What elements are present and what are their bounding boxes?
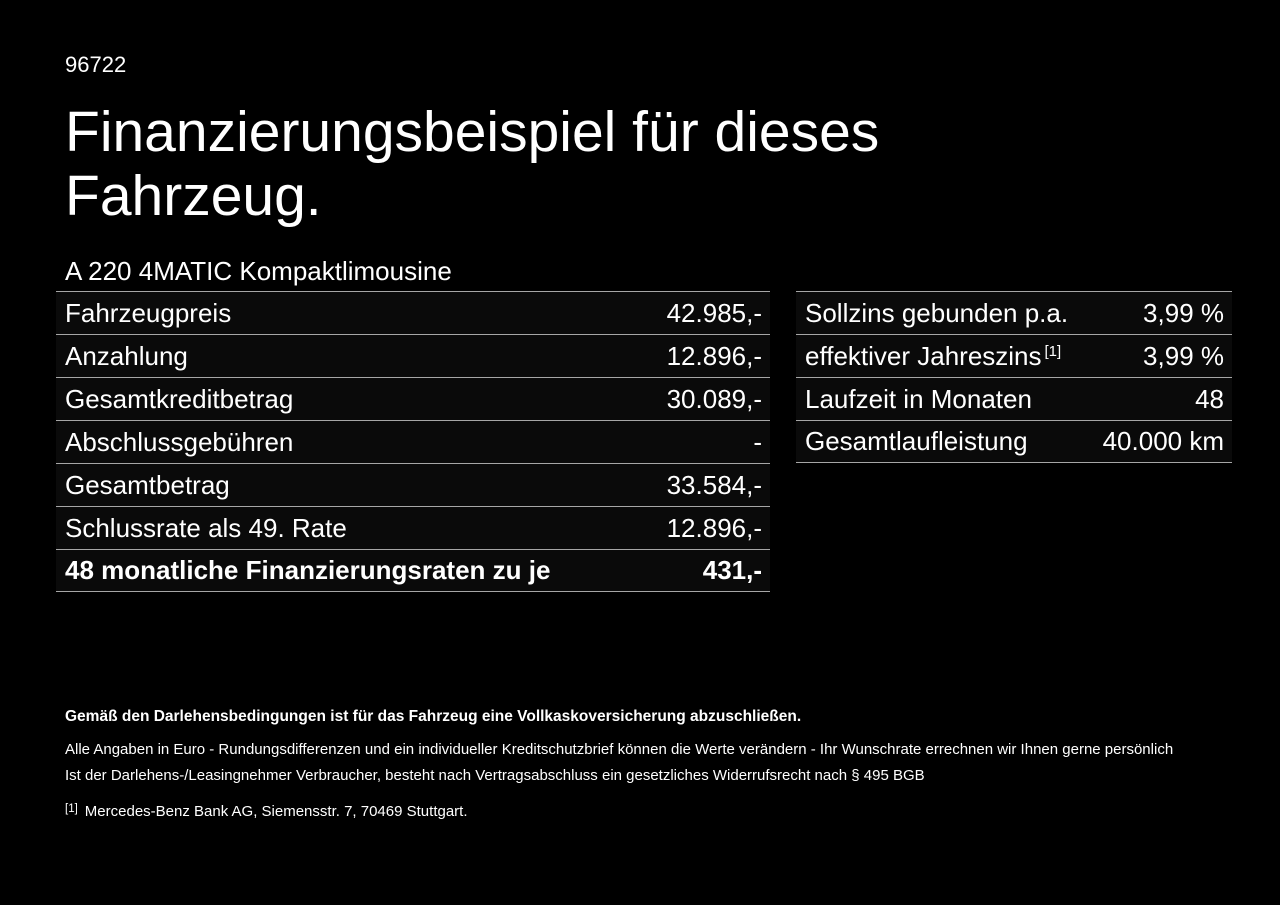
row-value: 40.000 km xyxy=(1102,426,1224,456)
row-value: 12.896,- xyxy=(666,340,762,371)
insurance-note: Gemäß den Darlehensbedingungen ist für das Fahrzeug eine Vollkaskoversicherung abzuschließen. xyxy=(65,708,802,725)
row-label: Laufzeit in Monaten xyxy=(805,383,1032,414)
row-value: 3,99 % xyxy=(1143,297,1224,328)
row-value: 12.896,- xyxy=(666,512,762,543)
page-title-line1: Finanzierungsbeispiel für dieses xyxy=(65,100,880,164)
table-row xyxy=(796,377,1232,420)
table-row xyxy=(56,463,770,506)
row-value: 48 xyxy=(1195,383,1224,414)
footer-disclaimers xyxy=(65,707,1225,823)
financing-columns xyxy=(56,256,1232,592)
row-label xyxy=(805,341,1061,372)
footnote-marker: [1] xyxy=(65,803,78,815)
row-label: 48 monatliche Finanzierungsraten zu je xyxy=(65,555,551,585)
table-row-monthly-rate xyxy=(56,549,770,592)
row-label: Schlussrate als 49. Rate xyxy=(65,512,347,543)
footnote xyxy=(65,798,1225,823)
disclaimer-line-1: Alle Angaben in Euro - Rundungsdifferenzen und ein individueller Kreditschutzbrief können die Werte verändern - Ihr Wunschrate errechnen wir Ihnen gerne persönlich xyxy=(65,741,1174,758)
row-label: Sollzins gebunden p.a. xyxy=(805,297,1069,328)
row-label: Abschlussgebühren xyxy=(65,426,294,457)
row-label: Anzahlung xyxy=(65,340,188,371)
financing-table xyxy=(56,291,770,592)
footnote-reference: [1] xyxy=(1044,342,1062,360)
row-value: 42.985,- xyxy=(666,297,762,328)
table-row xyxy=(56,291,770,334)
row-value: 431,- xyxy=(702,555,762,585)
table-row xyxy=(56,377,770,420)
page-title xyxy=(65,100,1232,228)
conditions-table xyxy=(796,291,1232,463)
table-row xyxy=(56,420,770,463)
footnote-text: Mercedes-Benz Bank AG, Siemensstr. 7, 70469 Stuttgart. xyxy=(84,803,468,820)
page-title-line2: Fahrzeug. xyxy=(65,164,322,228)
row-label: Fahrzeugpreis xyxy=(65,297,232,328)
row-value: 33.584,- xyxy=(666,469,762,500)
row-label: Gesamtlaufleistung xyxy=(805,426,1028,456)
row-value: 3,99 % xyxy=(1143,340,1224,371)
financing-right-column xyxy=(796,291,1232,463)
row-label-text: effektiver Jahreszins xyxy=(805,340,1042,371)
row-label: Gesamtkreditbetrag xyxy=(65,383,294,414)
table-row xyxy=(796,420,1232,463)
vehicle-id: 96722 xyxy=(65,52,127,77)
row-value: 30.089,- xyxy=(666,383,762,414)
row-value: - xyxy=(753,426,762,457)
disclaimer-line-2: Ist der Darlehens-/Leasingnehmer Verbraucher, besteht nach Vertragsabschluss ein gesetzliches Widerrufsrecht nach § 495 BGB xyxy=(65,767,925,784)
table-row xyxy=(56,334,770,377)
table-row xyxy=(796,291,1232,334)
vehicle-model-name: A 220 4MATIC Kompaktlimousine xyxy=(65,256,452,286)
table-row xyxy=(796,334,1232,377)
row-label: Gesamtbetrag xyxy=(65,469,230,500)
financing-left-column xyxy=(56,256,770,592)
table-row xyxy=(56,506,770,549)
